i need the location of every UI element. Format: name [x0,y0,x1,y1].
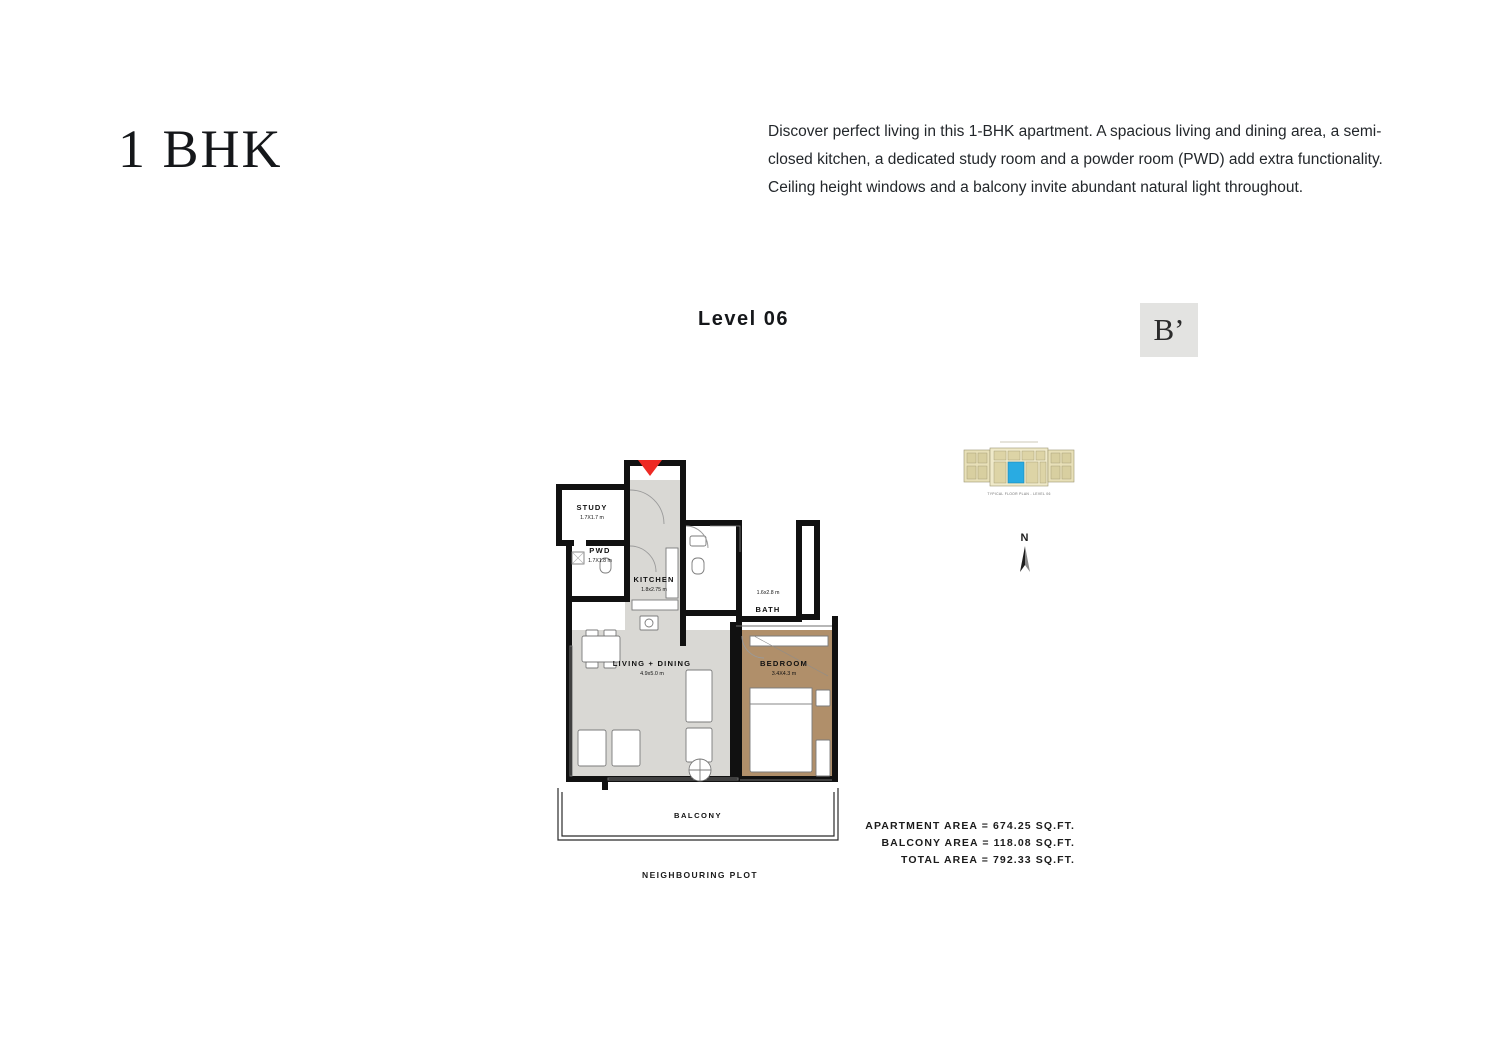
floor-plan [540,440,880,890]
room-label-kitchen: KITCHEN [633,575,675,584]
apartment-area: APARTMENT AREA = 674.25 SQ.FT. [865,820,1075,832]
room-dims-bath: 1.6x2.8 m [756,590,780,596]
room-label-living-dining: LIVING + DINING [612,659,692,668]
north-letter: N [1020,532,1030,544]
room-dims-kitchen: 1.8x2.75 m [641,587,667,593]
neighbouring-plot-label: NEIGHBOURING PLOT [642,870,758,880]
room-dims-bedroom: 3.4X4.3 m [771,671,797,677]
key-plan-icon [960,440,1078,498]
key-plan-caption: TYPICAL FLOOR PLAN - LEVEL 06 [987,492,1051,496]
room-label-bath: BATH [755,605,781,614]
apartment-description: Discover perfect living in this 1-BHK apartment. A spacious living and dining area, a semi-closed kitchen, a dedicated study room and a powder room (PWD) add extra functionality. Ceiling height windows and a balcony invite abundant natural light throughout. [768,123,1383,196]
total-area: TOTAL AREA = 792.33 SQ.FT. [901,854,1075,866]
balcony-area: BALCONY AREA = 118.08 SQ.FT. [881,837,1075,849]
page-title: 1 BHK [118,119,283,179]
room-dims-study: 1.7X1.7 m [580,515,604,521]
level-label: Level 06 [698,308,789,330]
room-label-study: STUDY [576,503,608,512]
key-plan-thumbnail [960,440,1078,498]
room-dims-pwd: 1.7X1.8 m [588,558,612,564]
entry-arrow-icon [638,460,662,476]
floor-plan-drawing [540,440,880,890]
section-marker-badge: B’ [1140,303,1198,357]
room-label-pwd: PWD [589,546,611,555]
north-arrow [1008,533,1042,575]
room-label-bedroom: BEDROOM [759,659,809,668]
area-schedule [845,818,1075,869]
north-arrow-icon [1008,544,1042,574]
room-label-balcony: BALCONY [673,811,723,820]
room-dims-living-dining: 4.9x5.0 m [640,671,664,677]
